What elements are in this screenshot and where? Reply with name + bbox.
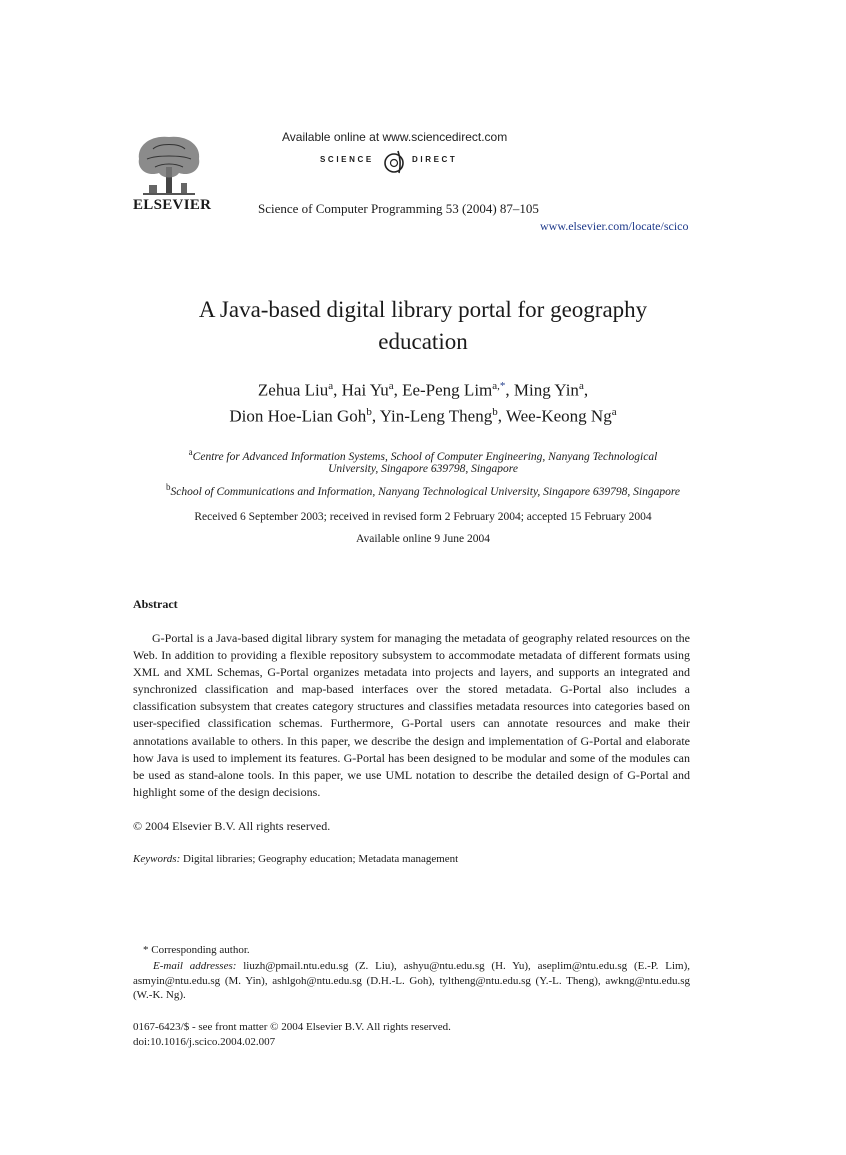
- available-online-banner: Available online at www.sciencedirect.com: [282, 130, 508, 144]
- journal-url-link[interactable]: www.elsevier.com/locate/scico: [540, 219, 689, 233]
- doi-link[interactable]: doi:10.1016/j.scico.2004.02.007: [133, 1036, 276, 1048]
- sd-science-text: SCIENCE: [320, 155, 374, 164]
- affiliation-a: $^a$Centre for Advanced Information Systems, School of Computer Engineering, Nanyang Technological: [188, 447, 658, 463]
- paper-title-line1: A Java-based digital library portal for geography: [198, 297, 648, 322]
- email-label: E-mail addresses:: [153, 960, 237, 972]
- available-online-date: Available online 9 June 2004: [356, 533, 490, 545]
- paper-title-line2: education: [378, 329, 468, 354]
- received-dates: Received 6 September 2003; received in revised form 2 February 2004; accepted 15 February 2004: [194, 511, 652, 523]
- abstract-heading: Abstract: [133, 597, 178, 611]
- keywords-label: Keywords:: [133, 853, 181, 865]
- publisher-name: ELSEVIER: [133, 197, 212, 213]
- keywords-text: Digital libraries; Geography education; Metadata management: [183, 853, 459, 865]
- corresponding-author-note: * Corresponding author.: [143, 944, 250, 956]
- author-name: Wee-Keong Ng: [505, 406, 612, 426]
- author-name: Zehua Liu: [257, 380, 329, 400]
- author-list-line2: Dion Hoe-Lian Goh$^b$, Yin-Leng Theng$^b$, Wee-Keong Ng$^a$: [229, 406, 617, 426]
- author-name: Dion Hoe-Lian Goh: [229, 406, 367, 426]
- sd-direct-text: DIRECT: [412, 155, 458, 164]
- email-list: liuzh@pmail.ntu.edu.sg (Z. Liu), ashyu@ntu.edu.sg (H. Yu), aseplim@ntu.edu.sg (E.-P. Lim), asmyin@ntu.edu.sg (M. Yin), ashlgoh@ntu.edu.sg (D.H.-L. Goh), tyltheng@ntu.edu.sg (Y.-L. Theng), awkng@ntu.edu.sg (W.-K. Ng).: [133, 960, 690, 1001]
- sciencedirect-wordmark: [320, 147, 470, 177]
- email-addresses: [133, 959, 690, 1003]
- sciencedirect-d-icon: [380, 147, 408, 177]
- author-name: Hai Yu: [341, 380, 389, 400]
- keywords: [133, 853, 458, 865]
- journal-reference: Science of Computer Programming 53 (2004) 87–105: [258, 201, 539, 216]
- elsevier-logo: [133, 129, 212, 213]
- affiliation-b: $^b$School of Communications and Information, Nanyang Technological University, Singapore 639798, Singapore: [166, 482, 680, 498]
- author-name: Ming Yin: [513, 380, 579, 400]
- abstract-body: G-Portal is a Java-based digital library system for managing the metadata of geography related resources on the Web. In addition to providing a flexible repository subsystem to accommodate metadata of different formats using XML and XML Schemas, G-Portal organizes metadata into projects and layers, and supports an integrated and synchronized classification and map-based interfaces over the stored metadata. G-Portal also includes a classification subsystem that creates category structures and classifies metadata resources into categories based on user-specified classification schemas. Furthermore, G-Portal users can annotate resources and make their annotations available to others. In this paper, we describe the design and implementation of G-Portal and elaborate how Java is used to implement its features. G-Portal has been designed to be modular and some of the modules can be used as stand-alone tools. In this paper, we use UML notation to describe the detailed design of G-Portal and highlight some of the design decisions.: [133, 631, 690, 799]
- corresponding-author-link[interactable]: *: [499, 380, 506, 392]
- author-name: Ee-Peng Lim: [402, 380, 493, 400]
- front-matter-note: 0167-6423/$ - see front matter © 2004 Elsevier B.V. All rights reserved.: [133, 1021, 451, 1033]
- affiliation-a-continued: University, Singapore 639798, Singapore: [328, 463, 518, 475]
- author-name: Yin-Leng Theng: [379, 406, 493, 426]
- author-list-line1: Zehua Liu$^a$, Hai Yu$^a$, Ee-Peng Lim$^{a,*}$, Ming Yin$^a$,: [257, 380, 589, 400]
- abstract-copyright: © 2004 Elsevier B.V. All rights reserved.: [133, 819, 331, 833]
